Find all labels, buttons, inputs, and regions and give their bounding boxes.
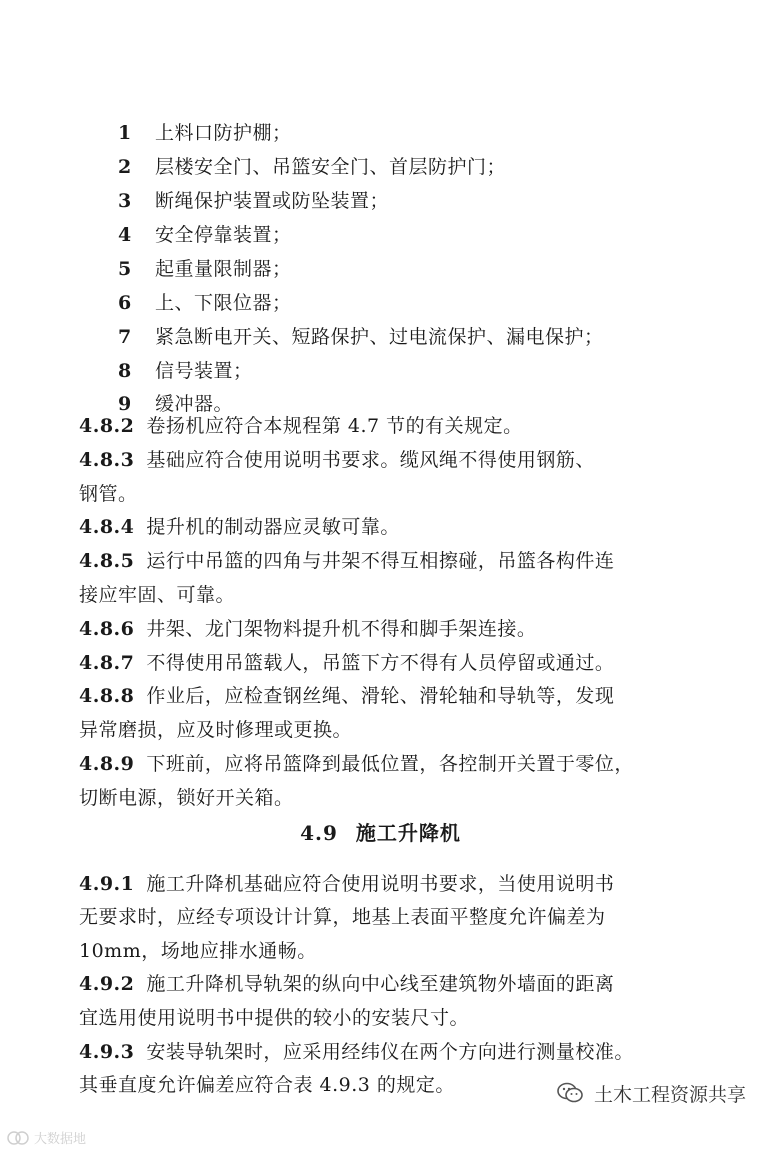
corner-watermark-text: 大数据地 — [34, 1132, 87, 1147]
list-item-number: 8 — [118, 360, 132, 382]
clause-first-line — [79, 514, 400, 540]
clause-number: 4.8.7 — [79, 652, 135, 674]
clause-text: 钢管。 — [79, 483, 138, 505]
clause-number: 4.8.4 — [79, 516, 135, 538]
clause-number: 4.8.5 — [79, 550, 135, 572]
list-item-text: 上料口防护棚； — [155, 122, 292, 144]
list-item-text: 紧急断电开关、短路保护、过电流保护、漏电保护； — [155, 326, 604, 348]
clause-first-line — [79, 751, 634, 777]
list-item-number: 4 — [118, 224, 132, 246]
list-item-text: 缓冲器。 — [155, 393, 234, 415]
clause-number: 4.8.9 — [79, 753, 135, 775]
list-item-text: 信号装置； — [155, 360, 253, 382]
list-item — [118, 290, 292, 316]
clause-text: 宜选用使用说明书中提供的较小的安装尺寸。 — [79, 1007, 470, 1029]
clause-number: 4.8.6 — [79, 618, 135, 640]
clause-text: 施工升降机导轨架的纵向中心线至建筑物外墙面的距离 — [146, 973, 615, 995]
clause-number: 4.9.3 — [79, 1041, 135, 1063]
clause-first-line — [79, 616, 536, 642]
clause-text: 井架、龙门架物料提升机不得和脚手架连接。 — [146, 618, 537, 640]
clause-continuation-line — [79, 785, 294, 811]
clause-text: 异常磨损，应及时修理或更换。 — [79, 719, 353, 741]
list-item — [118, 154, 506, 180]
list-item — [118, 324, 604, 350]
clause-first-line — [79, 871, 614, 897]
wechat-watermark — [556, 1078, 746, 1108]
clause-continuation-line — [79, 938, 317, 964]
clause-text: 作业后，应检查钢丝绳、滑轮、滑轮轴和导轨等，发现 — [146, 685, 615, 707]
list-item-number: 1 — [118, 122, 132, 144]
clause-number: 4.8.3 — [79, 449, 135, 471]
clause-text: 施工升降机基础应符合使用说明书要求，当使用说明书 — [146, 873, 615, 895]
clause-text: 其垂直度允许偏差应符合表 4.9.3 的规定。 — [79, 1074, 455, 1096]
clause-number: 4.9.2 — [79, 973, 135, 995]
corner-watermark — [6, 1128, 86, 1147]
clause-continuation-line — [79, 1005, 469, 1031]
list-item — [118, 188, 389, 214]
clause-number: 4.9.1 — [79, 873, 135, 895]
clause-first-line — [79, 413, 523, 439]
clause-first-line — [79, 548, 614, 574]
clause-text: 基础应符合使用说明书要求。缆风绳不得使用钢筋、 — [146, 449, 595, 471]
clause-continuation-line — [79, 1072, 455, 1098]
clause-first-line — [79, 683, 614, 709]
clause-continuation-line — [79, 582, 235, 608]
clause-continuation-line — [79, 481, 138, 507]
section-title: 施工升降机 — [355, 821, 461, 845]
clause-text: 提升机的制动器应灵敏可靠。 — [146, 516, 400, 538]
clause-first-line — [79, 650, 614, 676]
wechat-icon — [556, 1081, 584, 1105]
list-item-text: 起重量限制器； — [155, 258, 292, 280]
section-number: 4.9 — [300, 821, 338, 845]
clause-continuation-line — [79, 904, 606, 930]
clause-text: 切断电源，锁好开关箱。 — [79, 787, 294, 809]
section-heading — [0, 819, 761, 847]
list-item-number: 5 — [118, 258, 132, 280]
list-item — [118, 358, 253, 384]
list-item-text: 安全停靠装置； — [155, 224, 292, 246]
watermark-text: 土木工程资源共享 — [594, 1083, 747, 1106]
list-item — [118, 120, 292, 146]
clause-text: 不得使用吊篮载人，吊篮下方不得有人员停留或通过。 — [146, 652, 615, 674]
list-item-number: 7 — [118, 326, 132, 348]
list-item-number: 2 — [118, 156, 132, 178]
list-item-text: 断绳保护装置或防坠装置； — [155, 190, 390, 212]
list-item — [118, 256, 292, 282]
clause-text: 下班前，应将吊篮降到最低位置，各控制开关置于零位， — [146, 753, 634, 775]
list-item-number: 3 — [118, 190, 132, 212]
list-item-number: 9 — [118, 393, 132, 415]
clause-text: 10mm，场地应排水通畅。 — [79, 940, 317, 962]
clause-number: 4.8.8 — [79, 685, 135, 707]
clause-continuation-line — [79, 717, 352, 743]
list-item-number: 6 — [118, 292, 132, 314]
clause-first-line — [79, 1039, 634, 1065]
clause-text: 无要求时，应经专项设计计算，地基上表面平整度允许偏差为 — [79, 906, 606, 928]
clause-text: 安装导轨架时，应采用经纬仪在两个方向进行测量校准。 — [146, 1041, 634, 1063]
clause-first-line — [79, 971, 614, 997]
logo-icon — [6, 1130, 30, 1146]
clause-number: 4.8.2 — [79, 415, 135, 437]
list-item-text: 层楼安全门、吊篮安全门、首层防护门； — [155, 156, 507, 178]
clause-text: 接应牢固、可靠。 — [79, 584, 236, 606]
clause-text: 运行中吊篮的四角与井架不得互相擦碰，吊篮各构件连 — [146, 550, 615, 572]
clause-text: 卷扬机应符合本规程第 4.7 节的有关规定。 — [146, 415, 523, 437]
list-item-text: 上、下限位器； — [155, 292, 292, 314]
clause-first-line — [79, 447, 595, 473]
list-item — [118, 222, 292, 248]
